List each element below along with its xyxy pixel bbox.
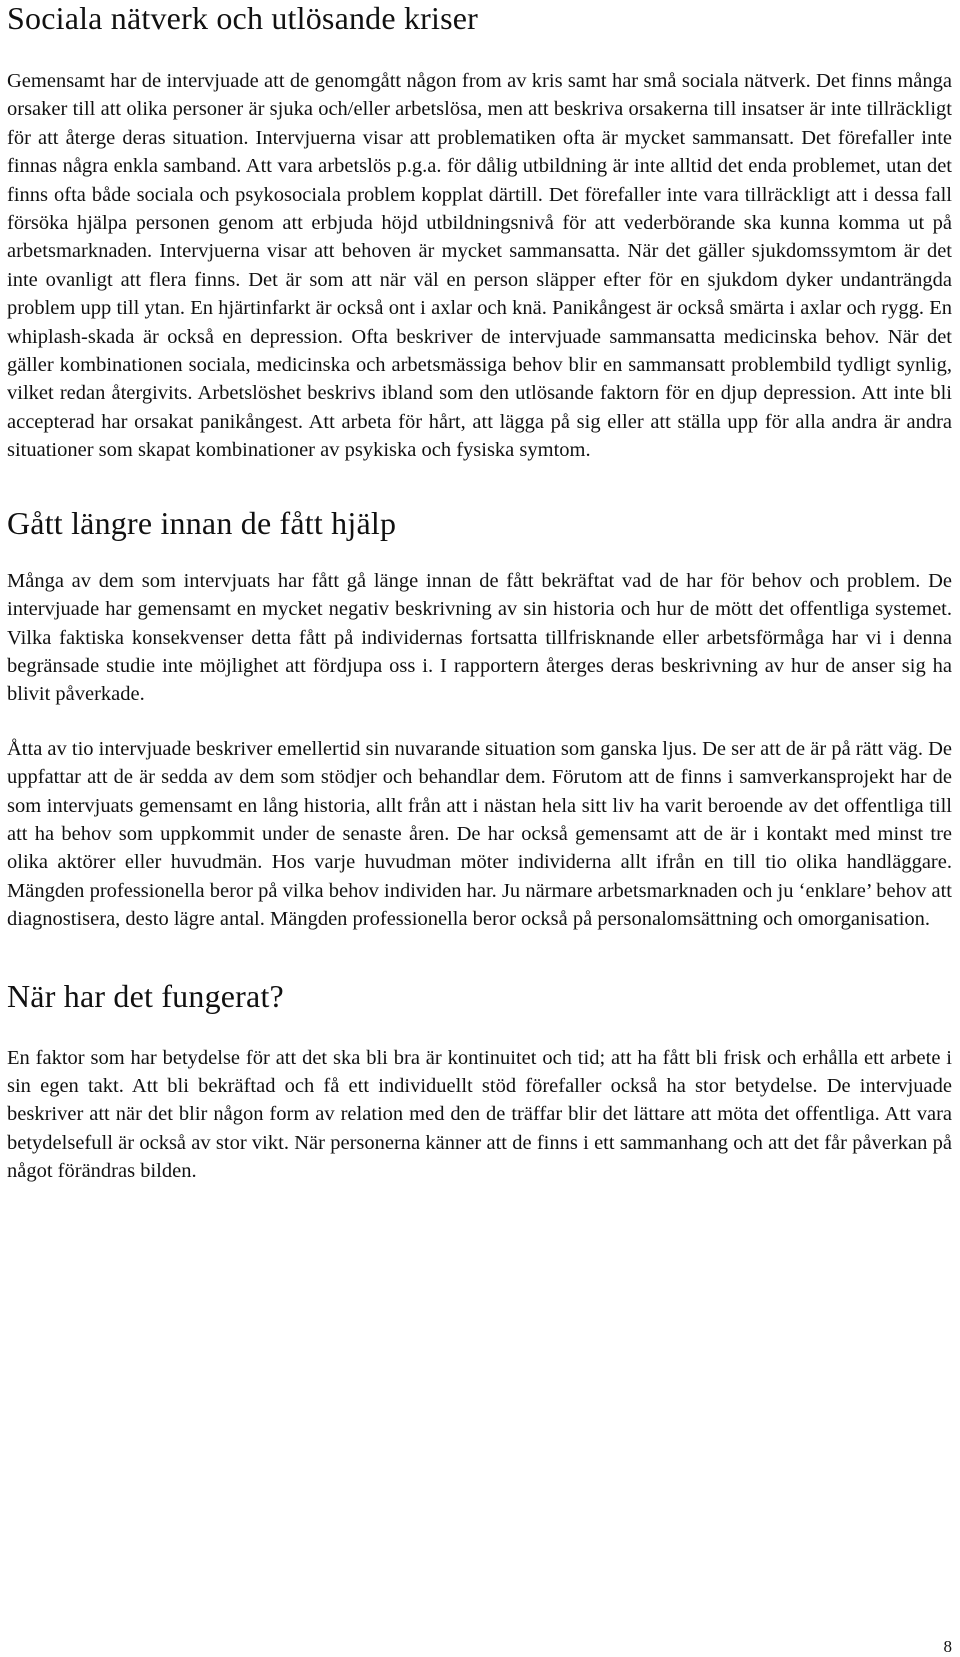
spacer [7,709,952,735]
body-paragraph: Gemensamt har de intervjuade att de genomgått någon from av kris samt har små sociala nätverk. Det finns många orsaker till att olika personer är sjuka och/eller arbetslösa, men att beskriva orsakerna till insatser är inte tillräckligt för att återge deras situation. Intervjuerna visar att problematiken ofta är mycket sammansatt. Det förefaller inte finnas några enkla samband. Att vara arbetslös p.g.a. för dålig utbildning är inte alltid det enda problemet, utan det finns ofta både sociala och psykosociala problem kopplat därtill. Det förefaller inte vara tillräckligt att i dessa fall försöka hjälpa personen genom att erbjuda höjd utbildningsnivå för att vederbörande ska kunna komma ut på arbetsmarknaden. Intervjuerna visar att behoven är mycket sammansatta. När det gäller sjukdomssymtom är det inte ovanligt att flera finns. Det är som att när väl en person släpper efter för en sjukdom dyker undanträngda problem upp till ytan. En hjärtinfarkt är också ont i axlar och knä. Panikångest är också smärta i axlar och rygg. En whiplash-skada är också en depression. Ofta beskriver de intervjuade sammansatta medicinska behov. När det gäller kombinationen sociala, medicinska och arbetsmässiga behov blir en sammansatt problembild tydligt synlig, vilket redan återgivits. Arbetslöshet beskrivs ibland som den utlösande faktorn för en djup depression. Att inte bli accepterad har orsakat panikångest. Att arbeta för hårt, att lägga på sig eller att ställa upp för alla andra är andra situationer som skapat kombinationer av psykiska och fysiska symtom. [7,70,952,462]
section-heading-nar-har-det-fungerat: När har det fungerat? [7,977,284,1014]
body-paragraph: En faktor som har betydelse för att det ska bli bra är kontinuitet och tid; att ha fått bli frisk och erhålla ett arbete i sin egen takt. Att bli bekräftad och få ett individuellt stöd förefaller också ha stor betydelse. De intervjuade beskriver att när det blir någon form av relation med den de träffar blir det lättare att möta det offentliga. Att vara betydelsefull är också av stor vikt. När personerna känner att de finns i ett sammanhang och att det får påverkan på något förändras bilden. [7,1046,952,1183]
body-paragraph: Många av dem som intervjuats har fått gå länge innan de fått bekräftat vad de har för behov och problem. De intervjuade har gemensamt en mycket negativ beskrivning av sin historia och hur de mött det offentliga systemet. Vilka faktiska konsekvenser detta fått på individernas fortsatta tillfrisknande eller arbetsförmåga har vi i denna begränsade studie inte möjlighet att fördjupa oss i. I rapportern återges deras beskrivning av hur de anser sig ha blivit påverkade. [7,569,952,706]
spacer [7,541,952,567]
spacer [7,1014,952,1044]
section-heading-sociala-natverk: Sociala nätverk och utlösande kriser [7,0,479,36]
page-content [7,0,952,1186]
page-number: 8 [943,1637,952,1656]
body-paragraph: Åtta av tio intervjuade beskriver emellertid sin nuvarande situation som ganska ljus. De ser att de är på rätt väg. De uppfattar att de är sedda av dem som stödjer och behandlar dem. Förutom att de finns i samverkansprojekt har de som intervjuats gemensamt en lång historia, allt från att i nästan hela sitt liv ha varit beroende av det offentliga till att ha behov som uppkommit under de senaste åren. De har också gemensamt att de är i kontakt med minst tre olika aktörer eller huvudmän. Hos varje huvudman möter individerna allt ifrån en till tio olika handläggare. Mängden professionella beror på vilka behov individen har. Ju närmare arbetsmarknaden och ju ‘enklare’ behov att diagnostisera, desto lägre antal. Mängden professionella beror också på personalomsättning och omorganisation. [7,737,952,931]
spacer [7,465,952,505]
section-heading-gatt-langre: Gått längre innan de fått hjälp [7,504,397,541]
spacer [7,934,952,978]
spacer [7,36,952,67]
